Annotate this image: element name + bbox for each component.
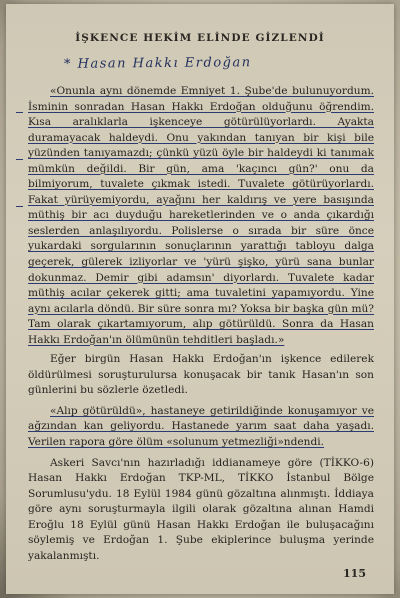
margin-mark: [16, 159, 23, 160]
chapter-heading: İŞKENCE HEKİM ELİNDE GİZLENDİ: [75, 32, 325, 44]
page-number: 115: [343, 567, 366, 580]
paragraph-text: «Onunla aynı dönemde Emniyet 1. Şube'de bulunuyordum. İsminin sonradan Hasan Hakkı Erdoğan olduğunu öğrendim. Kısa aralıklarla işkenceye götürülüyorlardı. Ayakta duramayacak haldeydi. Onu yakından tanıyan bir kişi bile yüzünden tanıyamazdı; çünkü yüzü öyle bir haldeydi ki tanımak mümkün değildi. Bir gün, ama 'kaçıncı gün?' onu da bilmiyorum, tuvalete çıkmak istedi. Tuvalete götürüyorlardı. Fakat yürüyemiyordu, ayağını her kaldırış ve yere basışında müthiş bir acı duyduğu hareketlerinden ve o anda çıkardığı seslerden anlaşılıyordu. Polislerse o sırada bir süre önce yukardaki sorgularının sonuçlarının yarattığı tabloyu dalga geçerek, gülerek izliyorlar ve 'yürü şişko, yürü sana bunlar dokunmaz. Demir gibi adamsın' diyorlardı. Tuvalete kadar müthiş acılar çekerek gitti; ama tuvaletini yapamıyordu. Yine aynı acılarla döndü. Bir süre sonra mı? Yoksa bir başka gün mü? Tam olarak çıkartamıyorum, alıp götürüldü. Sonra da Hasan Hakkı Erdoğan'ın ölümünün tehditleri başladı.»: [28, 85, 374, 346]
body-text: [28, 84, 374, 569]
paragraph-hospital: [28, 404, 374, 451]
handwritten-note: * Hasan Hakkı Erdoğan: [63, 55, 252, 72]
book-page: [6, 4, 394, 594]
margin-mark: [16, 112, 23, 113]
margin-mark: [16, 206, 23, 207]
paragraph-testimony: [28, 84, 374, 348]
paragraph-summary: Eğer birgün Hasan Hakkı Erdoğan'ın işkence edilerek öldürülmesi soruşturulursa konuşacak bir tanık Hasan'ın son günlerini bu sözlerle özetledi.: [28, 353, 374, 397]
paragraph-indictment: Askeri Savcı'nın hazırladığı iddianameye göre (TİKKO-6) Hasan Hakkı Erdoğan TKP-ML, TİKKO İstanbul Bölge Sorumlusu'ydu. 18 Eylül 1984 günü gözaltına alınmıştı. İddiaya göre aynı soruşturmayla ilgili olarak gözaltına alınan Hamdi Eroğlu 18 Eylül günü Hasan Hakkı Erdoğan ile buluşacağını söylemiş ve Erdoğan 1. Şube ekiplerince buluşma yerinde yakalanmıştı.: [28, 456, 374, 562]
paragraph-text: «Alıp götürüldü», hastaneye getirildiğinde konuşamıyor ve ağzından kan geliyordu. Hastanede yarım saat daha yaşadı. Verilen rapora göre ölüm «solunum yetmezliği»ndendi.: [28, 404, 374, 449]
